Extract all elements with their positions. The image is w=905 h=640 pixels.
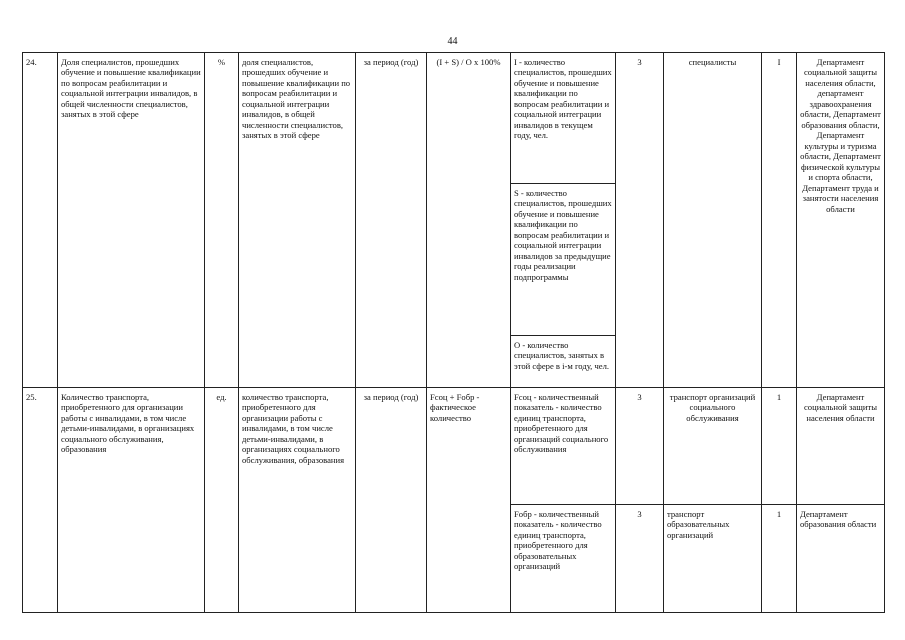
component-level: 1 [762,388,797,505]
component-code: 3 [616,53,664,388]
indicators-table [22,52,885,613]
component-description: Fобр - количественный показатель - количество единиц транспорта, приобретенного для образовательных организаций [511,505,616,613]
formula: (I + S) / O x 100% [427,53,511,388]
unit: % [205,53,239,388]
unit: ед. [205,388,239,613]
responsible-executor: Департамент социальной защиты населения области, департамент здравоохранения области, Департамент образования области, Департамент культуры и туризма области, Департамент физической культуры и спорта области, Департамент труда и занятости населения области [797,53,885,388]
component-description: O - количество специалистов, занятых в этой сфере в i-м году, чел. [511,336,616,388]
indicator-definition: доля специалистов, прошедших обучение и повышение квалификации по вопросам реабилитации и социальной интеграции инвалидов, в общей численности специалистов, занятых в этой сфере [239,53,356,388]
component-description: I - количество специалистов, прошедших обучение и повышение квалификации по вопросам реабилитации и социальной интеграции инвалидов в текущем году, чел. [511,53,616,184]
component-description: Fсоц - количественный показатель - количество единиц транспорта, приобретенного для организаций социального обслуживания [511,388,616,505]
row-number: 24. [23,53,58,388]
formula: Fсоц + Fобр - фактическое количество [427,388,511,613]
component-level: I [762,53,797,388]
responsible-executor: Департамент образования области [797,505,885,613]
period: за период (год) [356,53,427,388]
component-code: 3 [616,388,664,505]
page-number: 44 [447,36,458,47]
indicator-name: Количество транспорта, приобретенного для организации работы с инвалидами, в том числе детьми-инвалидами, в организациях социального обслуживания, образования [58,388,205,613]
table-row [23,388,885,505]
component-level: 1 [762,505,797,613]
row-number: 25. [23,388,58,613]
responsible-executor: Департамент социальной защиты населения области [797,388,885,505]
table-row [23,53,885,184]
component-object: транспорт образовательных организаций [664,505,762,613]
indicator-name: Доля специалистов, прошедших обучение и повышение квалификации по вопросам реабилитации и социальной интеграции инвалидов, в общей численности специалистов, занятых в этой сфере [58,53,205,388]
component-code: 3 [616,505,664,613]
component-description: S - количество специалистов, прошедших обучение и повышение квалификации по вопросам реабилитации и социальной интеграции инвалидов за предыдущие годы реализации подпрограммы [511,184,616,336]
period: за период (год) [356,388,427,613]
indicator-definition: количество транспорта, приобретенного для организации работы с инвалидами, в том числе детьми-инвалидами, в организациях социального обслуживания, образования [239,388,356,613]
component-object: специалисты [664,53,762,388]
component-object: транспорт организаций социального обслуживания [664,388,762,505]
